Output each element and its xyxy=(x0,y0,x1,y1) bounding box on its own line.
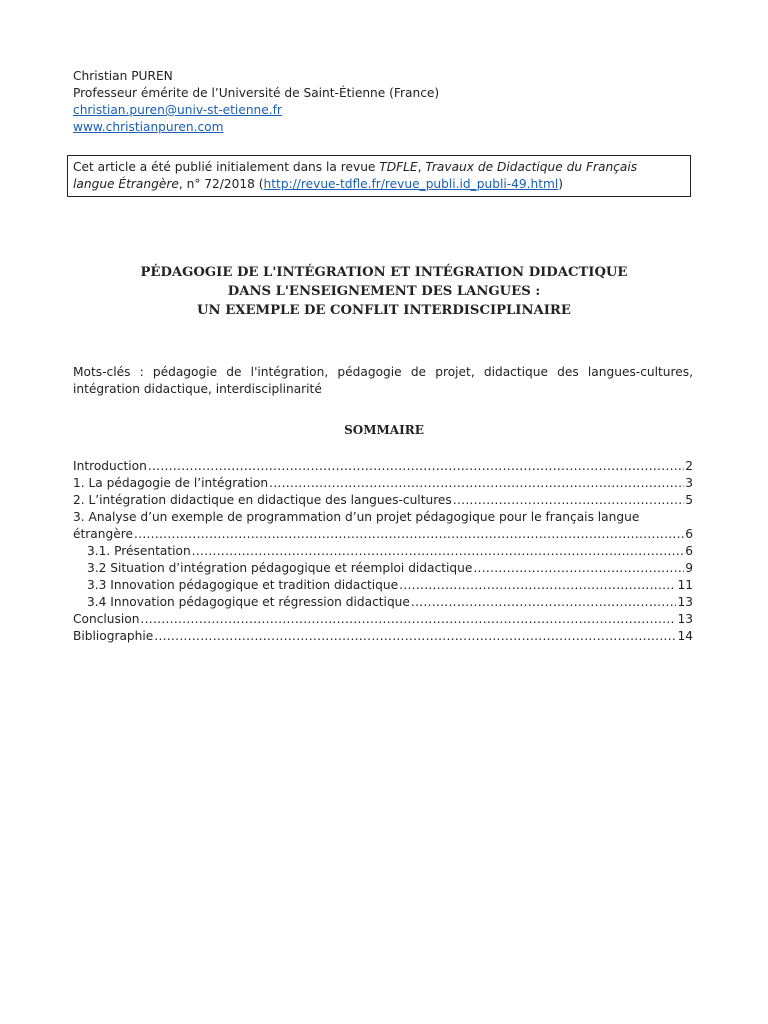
toc-page: 14 xyxy=(677,629,693,643)
toc-entry-section-1[interactable] xyxy=(73,475,693,492)
toc-entry-section-2[interactable] xyxy=(73,492,693,509)
toc-page: 5 xyxy=(685,493,693,507)
note-series-cont: langue Étrangère xyxy=(73,177,179,191)
toc-entry-bibliography[interactable] xyxy=(73,628,693,645)
keywords: Mots-clés : pédagogie de l'intégration, pédagogie de projet, didactique des langues-cultures, intégration didactique, interdisciplinarité xyxy=(73,365,693,396)
toc-page: 11 xyxy=(677,578,693,592)
title-line-3: UN EXEMPLE DE CONFLIT INTERDISCIPLINAIRE xyxy=(197,303,571,318)
toc-label: Bibliographie xyxy=(73,629,154,643)
note-issue: , n° 72/2018 ( xyxy=(178,177,264,191)
toc-entry-conclusion[interactable] xyxy=(73,611,693,628)
note-journal: TDFLE xyxy=(379,160,418,174)
publication-note xyxy=(67,155,691,197)
toc-label: Introduction xyxy=(73,459,147,473)
toc-label: 3.1. Présentation xyxy=(87,544,191,558)
toc-page: 3 xyxy=(685,476,693,490)
toc-label: 3. Analyse d’un exemple de programmation d’un projet pédagogique pour le français langue xyxy=(73,510,640,524)
toc-label-cont: étrangère xyxy=(73,527,133,541)
author-website-link[interactable]: www.christianpuren.com xyxy=(73,120,224,134)
toc-label: 3.4 Innovation pédagogique et régression didactique xyxy=(87,595,410,609)
toc-label: 3.3 Innovation pédagogique et tradition didactique xyxy=(87,578,399,592)
toc-label: 1. La pédagogie de l’intégration xyxy=(73,476,269,490)
toc-entry-introduction[interactable] xyxy=(73,458,693,475)
toc-page: 6 xyxy=(685,527,693,541)
author-email-link[interactable]: christian.puren@univ-st-etienne.fr xyxy=(73,103,282,117)
toc-entry-section-3-line-2[interactable] xyxy=(73,526,693,543)
toc-label: Conclusion xyxy=(73,612,140,626)
author-block xyxy=(73,68,439,136)
note-sep: , xyxy=(417,160,426,174)
toc-label: 2. L’intégration didactique en didactique des langues-cultures xyxy=(73,493,452,507)
toc-entry-section-3-4[interactable] xyxy=(73,594,693,611)
toc-label: 3.2 Situation d’intégration pédagogique et réemploi didactique xyxy=(87,561,473,575)
title-line-1: PÉDAGOGIE DE L'INTÉGRATION ET INTÉGRATION DIDACTIQUE xyxy=(140,265,628,280)
toc-page: 13 xyxy=(677,612,693,626)
toc-page: 2 xyxy=(685,459,693,473)
toc-page: 13 xyxy=(677,595,693,609)
toc-page: 9 xyxy=(685,561,693,575)
table-of-contents xyxy=(73,458,693,645)
summary-heading: SOMMAIRE xyxy=(344,423,424,437)
toc-entry-section-3-3[interactable] xyxy=(73,577,693,594)
toc-entry-section-3-1[interactable] xyxy=(73,543,693,560)
toc-page: 6 xyxy=(685,544,693,558)
note-prefix: Cet article a été publié initialement dans la revue xyxy=(73,160,380,174)
note-url-link[interactable]: http://revue-tdfle.fr/revue_publi.id_publi-49.html xyxy=(263,177,559,191)
toc-entry-section-3-2[interactable] xyxy=(73,560,693,577)
note-series: Travaux de Didactique du Français xyxy=(425,160,638,174)
author-name: Christian PUREN xyxy=(73,69,173,83)
article-title xyxy=(0,263,768,320)
author-affiliation: Professeur émérite de l’Université de Saint-Étienne (France) xyxy=(73,86,440,100)
title-line-2: DANS L'ENSEIGNEMENT DES LANGUES : xyxy=(227,284,541,299)
toc-entry-section-3-line-1[interactable] xyxy=(73,509,693,526)
note-close: ) xyxy=(558,177,564,191)
